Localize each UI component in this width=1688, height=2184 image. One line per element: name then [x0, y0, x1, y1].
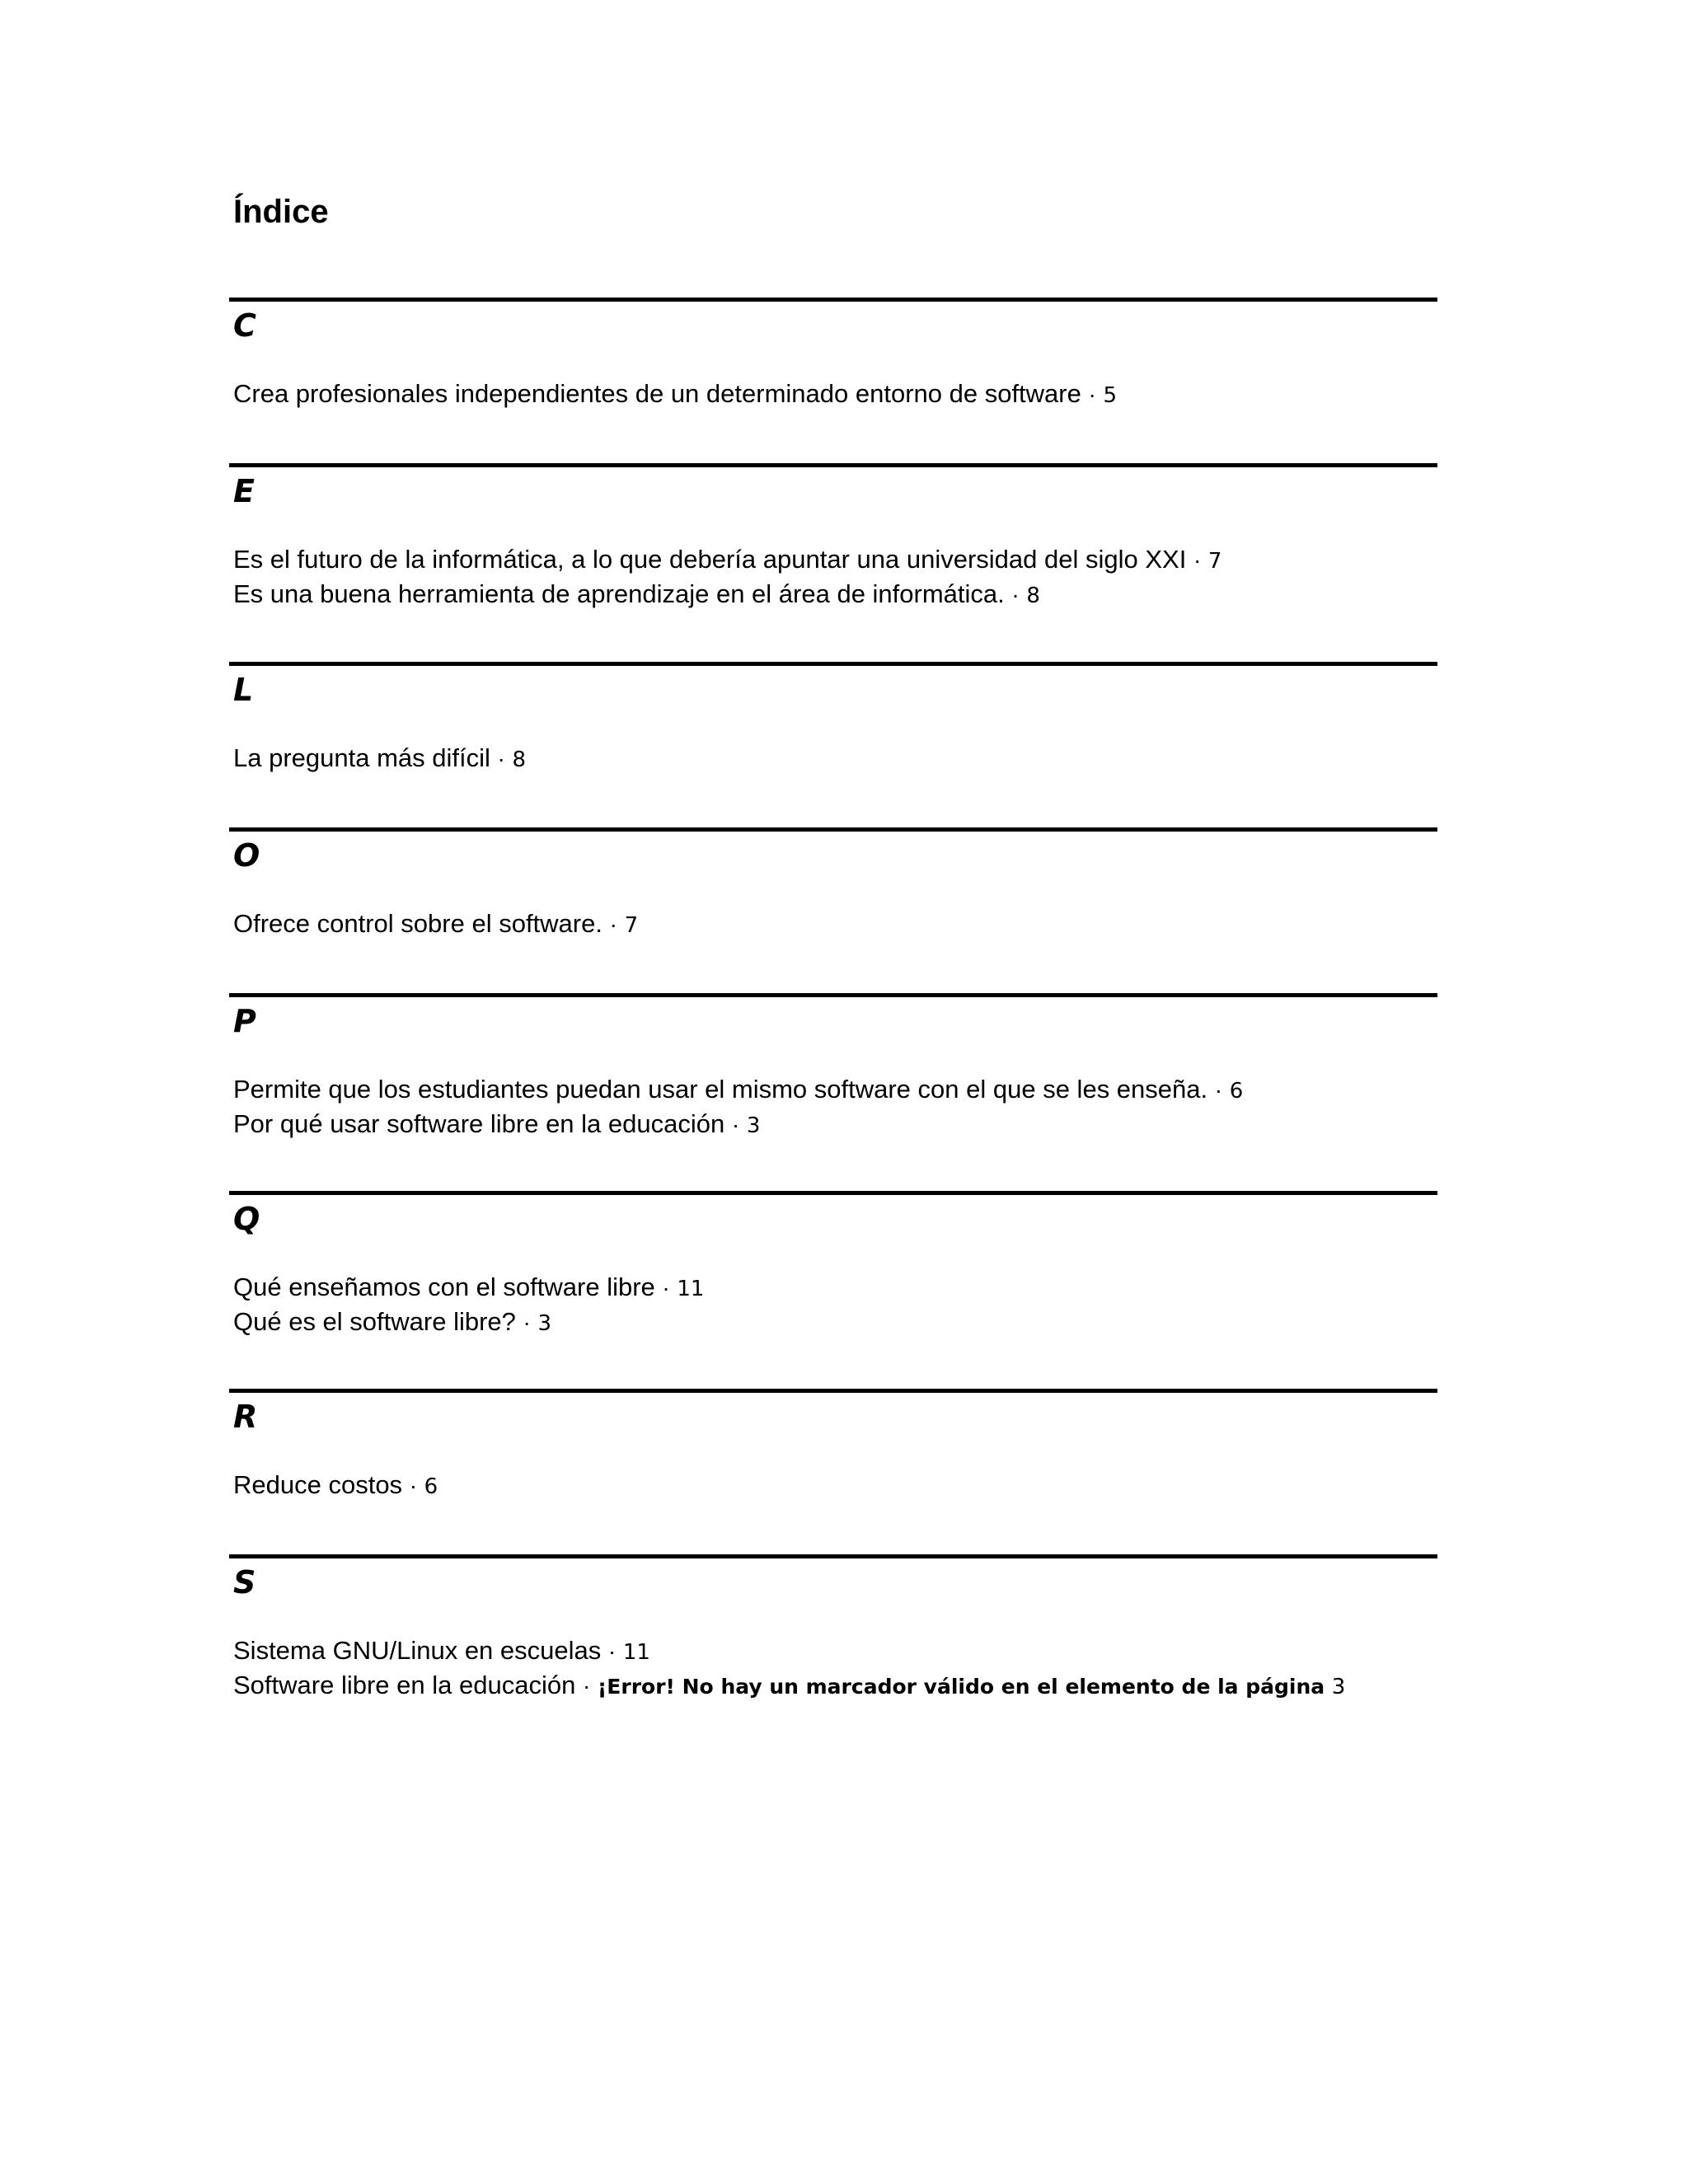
entry-list	[233, 377, 1117, 412]
index-entry[interactable]	[233, 1634, 1345, 1669]
page-title: Índice	[233, 194, 329, 230]
index-entry[interactable]	[233, 543, 1221, 578]
entry-text: Permite que los estudiantes puedan usar el mismo software con el que se les enseña.	[233, 1075, 1208, 1104]
separator: ·	[607, 1638, 617, 1664]
index-section-p	[229, 993, 1437, 1138]
index-entry[interactable]	[233, 1271, 704, 1305]
index-entry[interactable]	[233, 1073, 1243, 1108]
index-entry[interactable]	[233, 1108, 1243, 1142]
bookmark-error-text: ¡Error! No hay un marcador válido en el elemento de la página	[597, 1675, 1325, 1699]
section-letter: E	[233, 473, 255, 509]
index-section-q	[229, 1191, 1437, 1336]
section-letter: L	[233, 672, 254, 708]
section-divider	[229, 1191, 1437, 1195]
index-entry[interactable]	[233, 377, 1117, 412]
page-number: 5	[1103, 383, 1117, 408]
entry-text: Software libre en la educación	[233, 1671, 576, 1699]
entry-list	[233, 907, 638, 942]
separator: ·	[1193, 547, 1202, 573]
index-section-r	[229, 1389, 1437, 1499]
index-entry[interactable]	[233, 742, 526, 776]
page-number: 6	[1229, 1079, 1244, 1104]
entry-list	[233, 742, 526, 776]
page-number: 8	[512, 748, 527, 772]
section-divider	[229, 298, 1437, 302]
section-letter: C	[233, 307, 256, 344]
section-letter: Q	[233, 1201, 260, 1237]
entry-text: La pregunta más difícil	[233, 743, 490, 772]
entry-text: Sistema GNU/Linux en escuelas	[233, 1636, 602, 1665]
index-section-s	[229, 1554, 1437, 1699]
separator: ·	[409, 1473, 418, 1498]
index-section-e	[229, 463, 1437, 608]
separator: ·	[1088, 382, 1096, 407]
separator: ·	[731, 1112, 740, 1137]
section-divider	[229, 463, 1437, 467]
separator: ·	[609, 912, 617, 937]
entry-text: Por qué usar software libre en la educación	[233, 1109, 725, 1138]
entry-list	[233, 1469, 438, 1503]
section-divider	[229, 993, 1437, 997]
index-section-l	[229, 662, 1437, 772]
page-number: 11	[622, 1640, 650, 1665]
separator: ·	[662, 1275, 670, 1301]
entry-list	[233, 1073, 1243, 1142]
separator: ·	[497, 746, 505, 771]
section-divider	[229, 1554, 1437, 1558]
section-divider	[229, 827, 1437, 832]
index-entry[interactable]	[233, 1669, 1345, 1704]
page-number: 3	[1331, 1675, 1346, 1699]
index-section-c	[229, 298, 1437, 408]
page-number: 7	[624, 913, 639, 938]
section-divider	[229, 1389, 1437, 1393]
index-section-o	[229, 827, 1437, 938]
page-number: 6	[424, 1474, 438, 1499]
section-letter: P	[233, 1003, 256, 1039]
index-entry[interactable]	[233, 578, 1221, 612]
page-number: 3	[746, 1113, 761, 1138]
entry-text: Ofrece control sobre el software.	[233, 909, 603, 938]
page-number: 7	[1207, 549, 1222, 574]
section-letter: S	[233, 1564, 256, 1601]
index-entry[interactable]	[233, 907, 638, 942]
entry-text: Reduce costos	[233, 1470, 403, 1499]
separator: ·	[523, 1310, 531, 1335]
index-entry[interactable]	[233, 1305, 704, 1340]
separator: ·	[582, 1673, 591, 1699]
entry-text: Qué enseñamos con el software libre	[233, 1272, 655, 1301]
separator: ·	[1011, 582, 1020, 607]
separator: ·	[1214, 1077, 1223, 1103]
section-letter: O	[233, 837, 260, 874]
entry-list	[233, 1634, 1345, 1704]
entry-text: Qué es el software libre?	[233, 1307, 516, 1336]
index-entry[interactable]	[233, 1469, 438, 1503]
entry-list	[233, 543, 1221, 612]
page-number: 8	[1026, 583, 1040, 608]
page-number: 3	[537, 1311, 552, 1336]
entry-list	[233, 1271, 704, 1340]
section-divider	[229, 662, 1437, 666]
entry-text: Crea profesionales independientes de un determinado entorno de software	[233, 379, 1081, 408]
entry-text: Es una buena herramienta de aprendizaje en el área de informática.	[233, 579, 1005, 608]
section-letter: R	[233, 1399, 258, 1435]
entry-text: Es el futuro de la informática, a lo que debería apuntar una universidad del siglo XXI	[233, 545, 1187, 574]
page-number: 11	[677, 1277, 705, 1301]
